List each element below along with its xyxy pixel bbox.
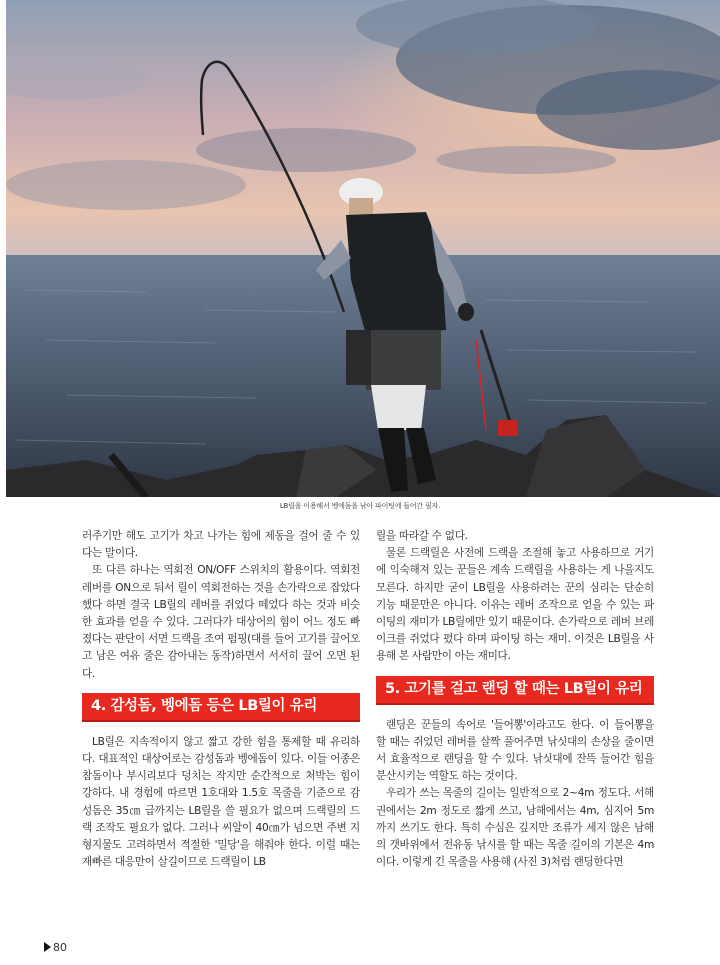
page-folio bbox=[44, 941, 67, 954]
paragraph: LB릴은 지속적이지 않고 짧고 강한 힘을 통제할 때 유리하다. 대표적인 대상어로는 감성돔과 벵에돔이 있다. 이들 어종은 참돔이나 부시리보다 덩치는 작지만 순간적으로 처박는 힘이 강하다. 내 경험에 따르면 1호대와 1.5호 목줄을 기준으로 감성돔은 35㎝ 급까지는 LB릴을 쓸 필요가 없으며 드랙릴의 드랙 조작도 필요가 없다. 그러나 씨알이 40㎝가 넘으면 주변 지형지물도 고려하면서 적절한 '밀당'을 해줘야 한다. 이럴 때는 재빠른 대응만이 살길이므로 드랙릴이 LB bbox=[82, 735, 360, 869]
page-number: 80 bbox=[53, 941, 67, 954]
section-heading-4: 4. 감성돔, 벵에돔 등은 LB릴이 유리 bbox=[82, 693, 360, 722]
paragraph: 또 다른 하나는 역회전 ON/OFF 스위치의 활용이다. 역회전 레버를 ON으로 둬서 릴이 역회전하는 것을 손가락으로 잡았다 했다 하면 결국 LB릴의 레버를 쥐었다 떼었다 하는 것과 비슷한 효과를 얻을 수 있다. 그러다가 대상어의 힘이 어느 정도 빠졌다는 판단이 서면 드랙을 조여 펌핑(대를 들어 고기를 끌어오고 남은 여유 줄은 감아내는 동작)하면서 서서히 끌어 오면 된다. bbox=[82, 564, 360, 680]
fishing-photo bbox=[6, 0, 720, 497]
paragraph: 물론 드랙릴은 사전에 드랙을 조절해 놓고 사용하므로 거기에 익숙해져 있는 꾼들은 계속 드랙릴을 사용하는 게 나을지도 모른다. 하지만 굳이 LB릴을 사용하려는 꾼의 심리는 단순히 기능 때문만은 아니다. 이유는 레버 조작으로 얻을 수 있는 파이팅의 재미가 LB릴에만 있기 때문이다. 손가락으로 레버 브레이크를 쥐었다 폈다 하며 파이팅 하는 재미. 이것은 LB릴을 사용해 본 사람만이 아는 재미다. bbox=[376, 547, 654, 663]
right-column bbox=[376, 528, 654, 871]
paragraph: 러주기만 해도 고기가 차고 나가는 힘에 제동을 걸어 줄 수 있다는 말이다. bbox=[82, 530, 360, 560]
triangle-right-icon bbox=[44, 942, 51, 952]
paragraph: 우리가 쓰는 목줄의 길이는 일반적으로 2~4m 정도다. 서해권에서는 2m 정도로 짧게 쓰고, 남해에서는 4m, 심지어 5m까지 쓰기도 한다. 특히 수심은 깊지만 조류가 세지 않은 남해의 갯바위에서 전유동 낚시를 할 때는 목줄 길이의 기본은 4m이다. 이렇게 긴 목줄을 사용해 (사진 3)처럼 랜딩한다면 bbox=[376, 787, 654, 869]
photo-caption: LB릴을 이용해서 벵에돔을 낚아 파이팅에 들어간 필자. bbox=[279, 502, 441, 510]
left-column bbox=[82, 528, 360, 871]
paragraph: 랜딩은 꾼들의 속어로 '들어뽕'이라고도 한다. 이 들어뽕을 할 때는 쥐었던 레버를 살짝 풀어주면 낚싯대의 손상을 줄이면서 효율적으로 랜딩을 할 수 있다. 낚싯대에 잔뜩 들어간 힘을 분산시키는 역할도 하는 것이다. bbox=[376, 718, 654, 783]
paragraph: 릴을 따라갈 수 없다. bbox=[376, 530, 468, 542]
section-heading-5: 5. 고기를 걸고 랜딩 할 때는 LB릴이 유리 bbox=[376, 676, 654, 705]
